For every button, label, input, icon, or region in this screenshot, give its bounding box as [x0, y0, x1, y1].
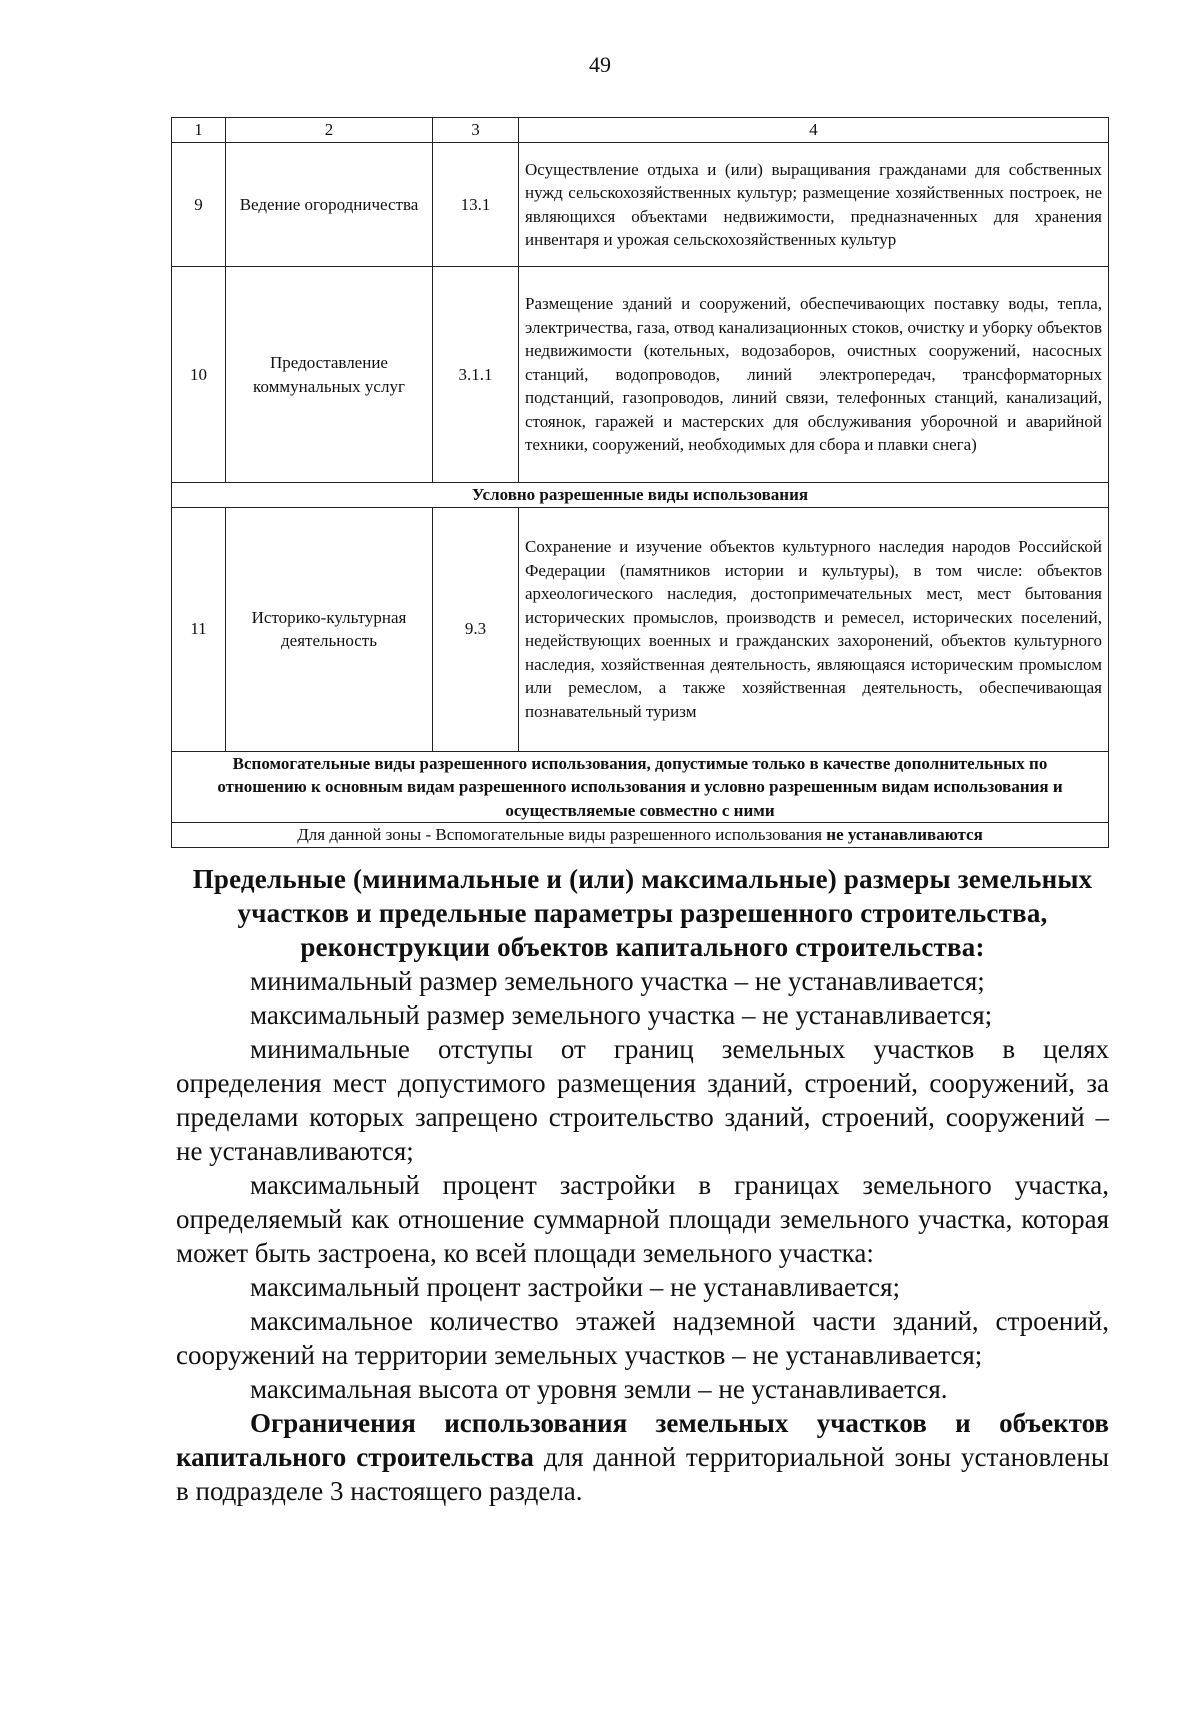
table-row	[172, 507, 1109, 751]
coverage-definition: максимальный процент застройки в границах земельного участка, определяемый как отношение суммарной площади земельного участка, которая может быть застроена, ко всей площади земельного участка:	[176, 1170, 1109, 1268]
use-name: Историко-культурная деятельность	[226, 507, 433, 751]
note-prefix: Для данной зоны - Вспомогательные виды разрешенного использования	[297, 825, 827, 845]
restrictions-rest: для данной территориальной зоны установлены в подразделе 3 настоящего раздела.	[176, 1442, 1109, 1506]
section-row	[172, 751, 1109, 823]
header-cell: 2	[226, 118, 433, 143]
use-name: Ведение огородничества	[226, 143, 433, 267]
header-cell: 4	[519, 118, 1109, 143]
restrictions-paragraph	[176, 1406, 1109, 1508]
coverage-value: максимальный процент застройки – не устанавливается;	[250, 1272, 901, 1302]
use-name: Предоставление коммунальных услуг	[226, 267, 433, 483]
use-description: Размещение зданий и сооружений, обеспечивающих поставку воды, тепла, электричества, газа, отвод канализационных стоков, очистку и уборку объектов недвижимости (котельных, водозаборов, очистных сооружений, насосных станций, водопроводов, линий электропередач, трансформаторных подстанций, газопроводов, линий связи, телефонных станций, канализаций, стоянок, гаражей и мастерских для обслуживания уборочной и аварийной техники, сооружений, необходимых для сбора и плавки снега)	[519, 267, 1109, 483]
table-row	[172, 267, 1109, 483]
section-row	[172, 483, 1109, 508]
header-cell: 3	[433, 118, 519, 143]
height-paragraph: максимальная высота от уровня земли – не устанавливается.	[250, 1374, 948, 1404]
use-description: Осуществление отдыха и (или) выращивания гражданами для собственных нужд сельскохозяйственных культур; размещение хозяйственных построек, не являющихся объектами недвижимости, предназначенных для хранения инвентаря и урожая сельскохозяйственных культур	[519, 143, 1109, 267]
use-code: 9.3	[433, 507, 519, 751]
use-code: 13.1	[433, 143, 519, 267]
parameters-heading: Предельные (минимальные и (или) максимальные) размеры земельных участков и предельные параметры разрешенного строительства, реконструкции объектов капитального строительства:	[192, 864, 1093, 962]
regulations-text	[176, 862, 1109, 1508]
table-header-row	[172, 118, 1109, 143]
min-plot-size: минимальный размер земельного участка – не устанавливается;	[250, 966, 985, 996]
land-use-table	[171, 117, 1109, 848]
row-number: 9	[172, 143, 226, 267]
note-row	[172, 823, 1109, 848]
max-plot-size: максимальный размер земельного участка – не устанавливается;	[250, 1000, 993, 1030]
note-bold: не устанавливаются	[826, 825, 983, 845]
restrictions-bold: Ограничения использования земельных участков и объектов капитального строительства	[176, 1408, 1109, 1472]
page-number: 49	[589, 52, 611, 77]
section-auxiliary-title: Вспомогательные виды разрешенного использования, допустимые только в качестве дополнительных по отношению к основным видам разрешенного использования и условно разрешенным видам использования и осуществляемые совместно с ними	[172, 751, 1109, 823]
floors-paragraph: максимальное количество этажей надземной части зданий, строений, сооружений на территории земельных участков – не устанавливается;	[176, 1306, 1109, 1370]
use-code: 3.1.1	[433, 267, 519, 483]
auxiliary-note	[172, 823, 1109, 848]
table-row	[172, 143, 1109, 267]
row-number: 11	[172, 507, 226, 751]
use-description: Сохранение и изучение объектов культурного наследия народов Российской Федерации (памятников истории и культуры), в том числе: объектов археологического наследия, достопримечательных мест, мест бытования исторических промыслов, производств и ремесел, исторических поселений, недействующих военных и гражданских захоронений, объектов культурного наследия, хозяйственная деятельность, являющаяся историческим промыслом или ремеслом, а также хозяйственная деятельность, обеспечивающая познавательный туризм	[519, 507, 1109, 751]
header-cell: 1	[172, 118, 226, 143]
setbacks-paragraph: минимальные отступы от границ земельных участков в целях определения мест допустимого размещения зданий, строений, сооружений, за пределами которых запрещено строительство зданий, строений, сооружений – не устанавливаются;	[176, 1034, 1109, 1166]
section-conditional-title: Условно разрешенные виды использования	[172, 483, 1109, 508]
row-number: 10	[172, 267, 226, 483]
